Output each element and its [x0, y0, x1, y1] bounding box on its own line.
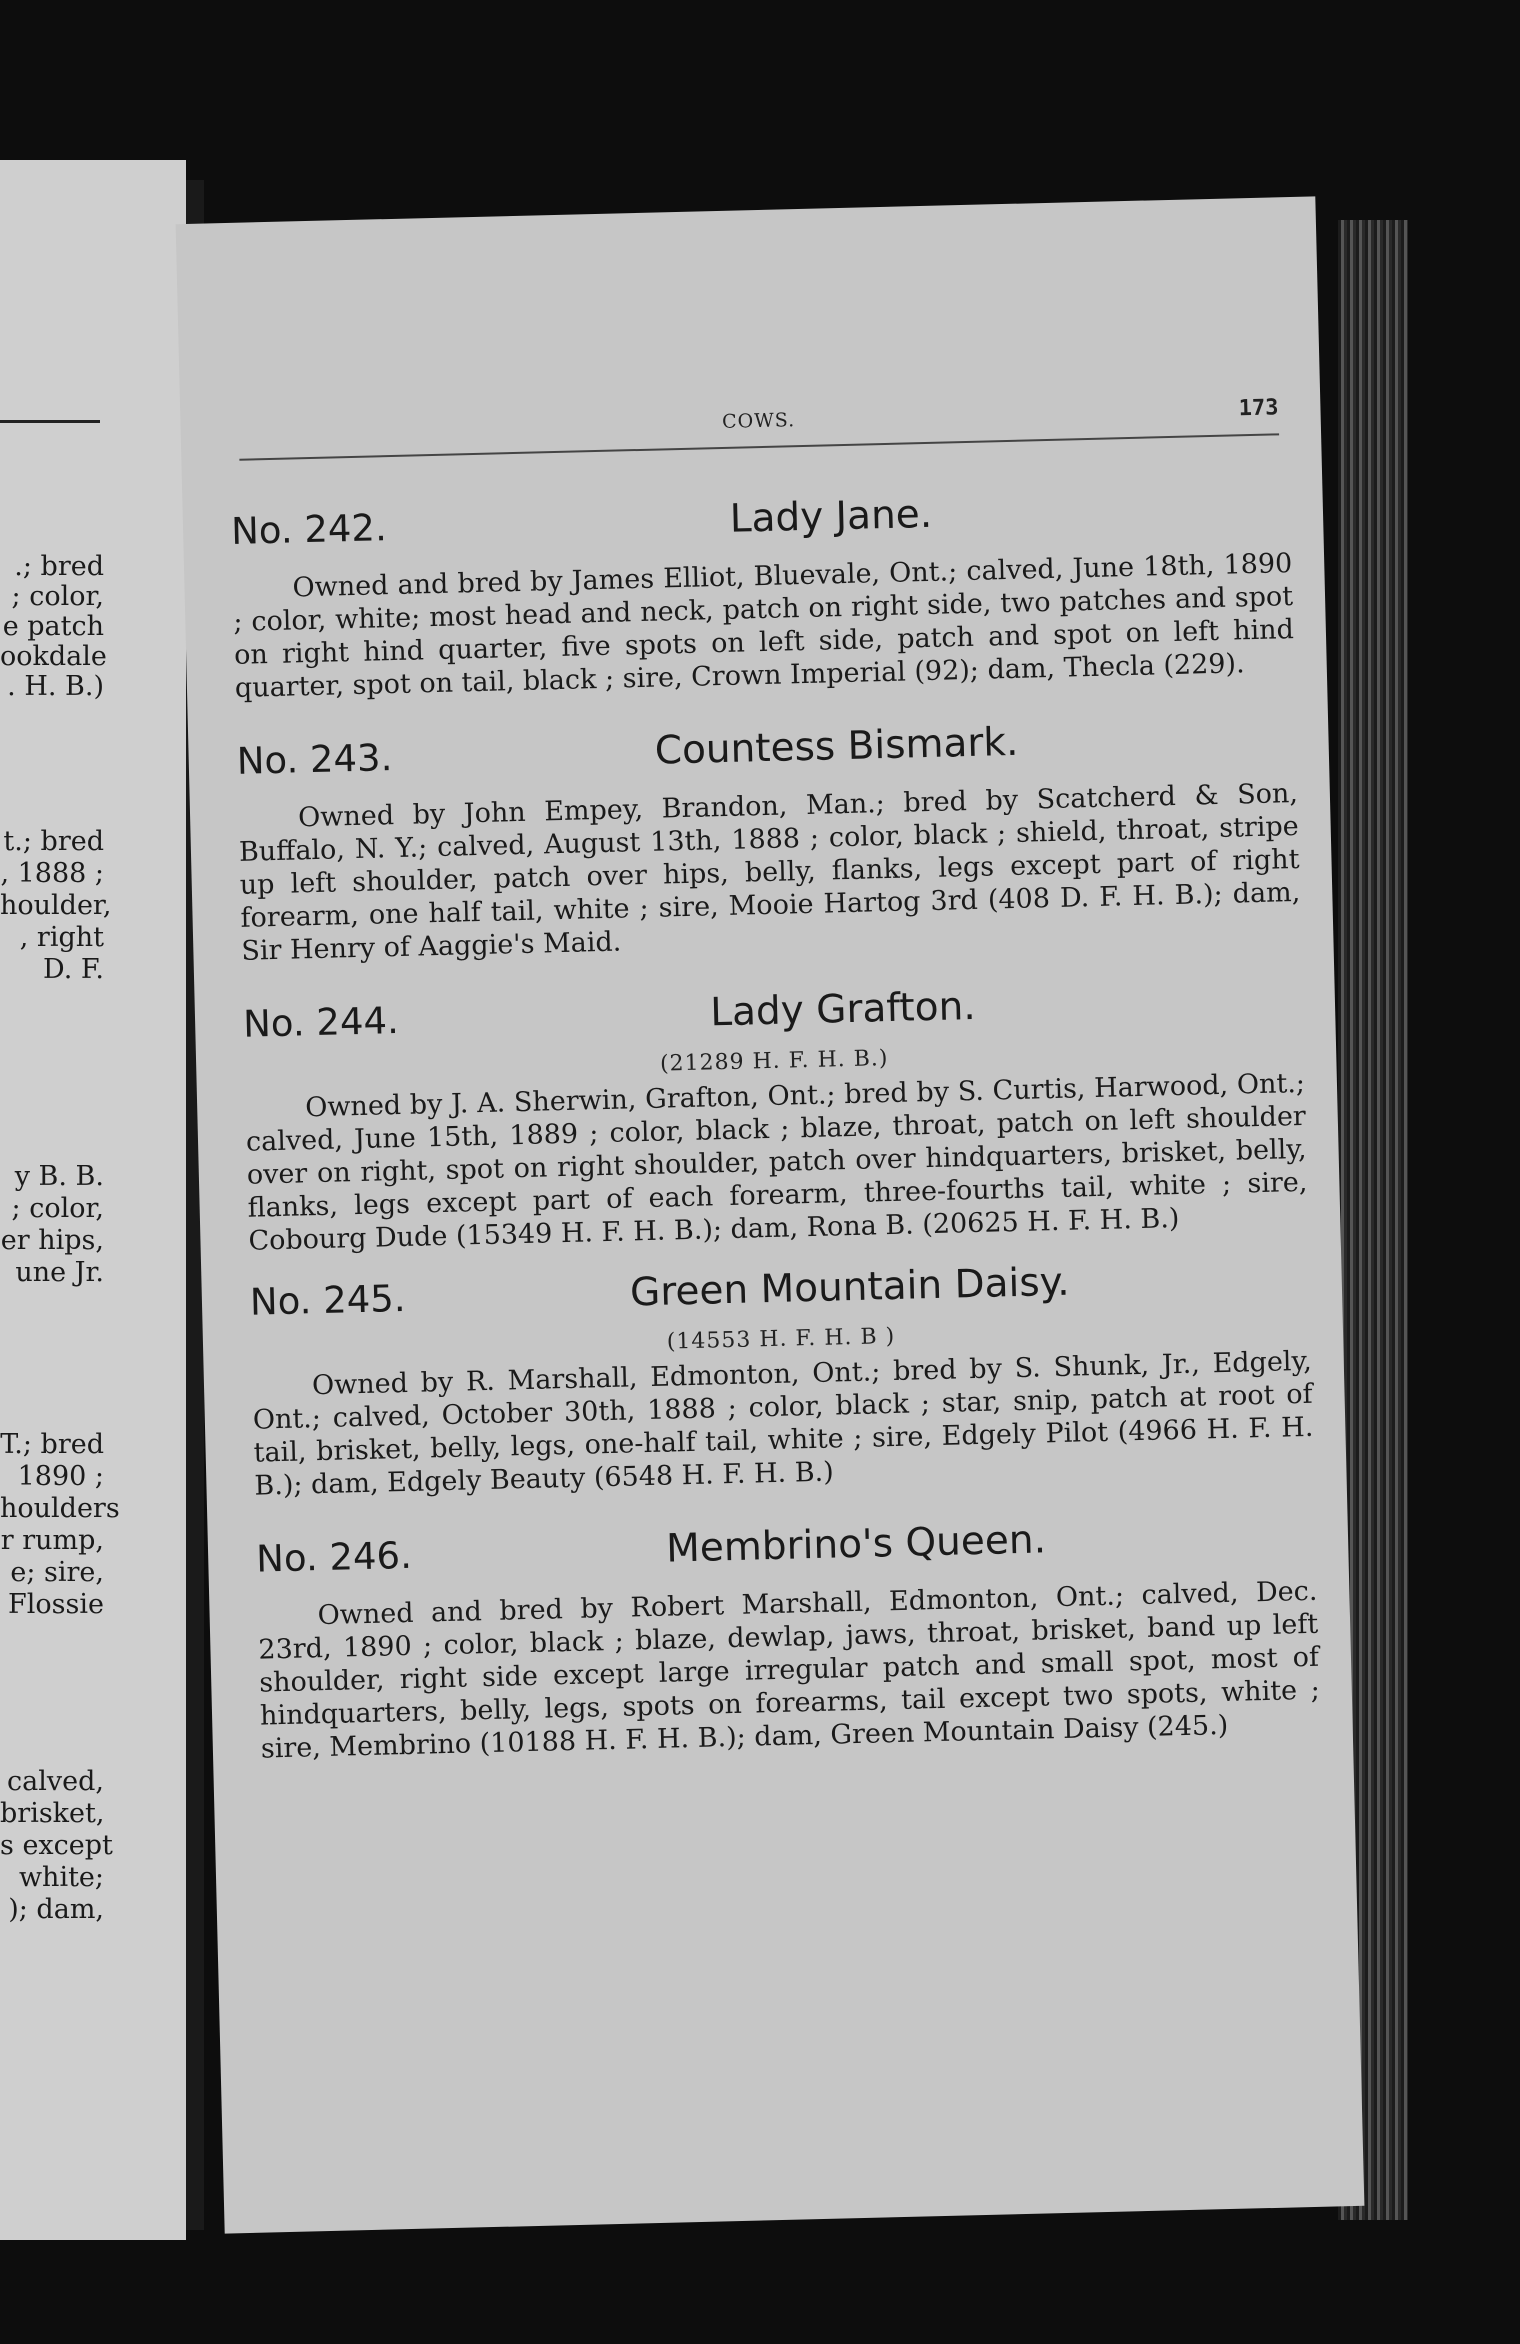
facing-text-line: , 1888 ; — [0, 858, 104, 889]
facing-text-line: .; bred — [14, 551, 104, 582]
facing-text-line: 1890 ; — [17, 1461, 104, 1492]
cow-name: Green Mountain Daisy. — [629, 1259, 1071, 1316]
cow-entry — [231, 483, 1295, 705]
entry-number: No. 243. — [236, 736, 393, 783]
facing-text-line: brisket, — [0, 1798, 105, 1829]
cow-entry — [256, 1511, 1321, 1766]
facing-text-line: houlder, — [0, 890, 112, 921]
book-page — [176, 196, 1365, 2233]
facing-text-line: une Jr. — [15, 1257, 104, 1288]
facing-text-line: D. F. — [43, 954, 104, 985]
facing-text-line: ); dam, — [8, 1894, 104, 1925]
facing-text-line: , right — [19, 922, 104, 953]
page-content — [224, 197, 1321, 1765]
cow-name: Lady Grafton. — [709, 983, 977, 1036]
facing-text-line: t.; bred — [3, 826, 104, 857]
facing-text-line: T.; bred — [0, 1429, 104, 1460]
entry-number: No. 242. — [230, 506, 388, 553]
cow-name: Membrino's Queen. — [665, 1517, 1047, 1572]
facing-text-line: ookdale — [0, 641, 107, 672]
facing-text-line: ; color, — [11, 581, 104, 612]
facing-text-line: houlders — [0, 1493, 120, 1524]
cow-entry — [236, 713, 1301, 968]
entry-number: No. 244. — [242, 999, 400, 1046]
entry-description: Owned and bred by James Elliot, Bluevale, Ont.; calved, June 18th, 1890 ; color, white; most head and neck, patch on right side, two patches and spot on right hind quarter, five spots on left side, patch and spot on left hind quarter, spot on tail, black ; sire, Crown Imperial (92); dam, Thecla (229). — [232, 548, 1295, 704]
facing-text-line: s except — [0, 1830, 113, 1861]
facing-text-line: . H. B.) — [7, 671, 104, 702]
facing-text-line: y B. B. — [14, 1161, 104, 1192]
facing-text-line: calved, — [7, 1766, 104, 1797]
entry-description: Owned by John Empey, Brandon, Man.; bred by Scatcherd & Son, Buffalo, N. Y.; calved, August 13th, 1888 ; color, black ; shield, throat, stripe up left shoulder, patch over hips, belly, flanks, legs except part of right forearm, one half tail, white ; sire, Mooie Hartog 3rd (408 D. F. H. B.); dam, Sir Henry of Aaggie's Maid. — [238, 777, 1301, 967]
herd-book-registration: (21289 H. F. H. B.) — [659, 1046, 889, 1077]
cow-entry — [249, 1254, 1314, 1503]
cow-name: Countess Bismark. — [654, 719, 1019, 774]
cow-entry — [243, 976, 1309, 1258]
entry-description: Owned and bred by Robert Marshall, Edmonton, Ont.; calved, Dec. 23rd, 1890 ; color, black ; blaze, dewlap, jaws, throat, brisket, band up left shoulder, right side except large irregular patch and small spot, most of hindquarters, belly, legs, spots on forearms, tail except two spots, white ; sire, Membrino (10188 H. F. H. B.); dam, Green Mountain Daisy (245.) — [258, 1575, 1321, 1765]
running-header — [228, 377, 1290, 483]
facing-text-line: r rump, — [0, 1525, 104, 1556]
facing-text-line: white; — [18, 1862, 104, 1893]
entry-description: Owned by R. Marshall, Edmonton, Ont.; bred by S. Shunk, Jr., Edgely, Ont.; calved, October 30th, 1888 ; color, black ; star, snip, patch at root of tail, brisket, belly, legs, one-half tail, white ; sire, Edgely Pilot (4966 H. F. H. B.); dam, Edgely Beauty (6548 H. F. H. B.) — [252, 1345, 1314, 1502]
entry-description: Owned by J. A. Sherwin, Grafton, Ont.; bred by S. Curtis, Harwood, Ont.; calved, June 15th, 1889 ; color, black ; blaze, throat, patch on left shoulder over on right, spot on right shoulder, patch over hindquarters, brisket, belly, flanks, legs except part of each forearm, three-fourths tail, white ; sire, Cobourg Dude (15349 H. F. H. B.); dam, Rona B. (20625 H. F. H. B.) — [245, 1067, 1308, 1257]
facing-text-line: e patch — [2, 611, 104, 642]
entry-number: No. 246. — [255, 1533, 413, 1581]
page-number: 173 — [1238, 395, 1279, 422]
facing-text-line: ; color, — [11, 1193, 104, 1224]
facing-text-line: Flossie — [8, 1589, 104, 1620]
herd-book-registration: (14553 H. F. H. B ) — [666, 1323, 896, 1355]
facing-text-line: e; sire, — [10, 1557, 104, 1588]
facing-page-fragment — [0, 160, 186, 2240]
cow-name: Lady Jane. — [729, 491, 933, 542]
entry-number: No. 245. — [249, 1276, 407, 1324]
facing-text-line: er hips, — [0, 1225, 104, 1256]
running-header-title: COWS. — [721, 409, 796, 433]
facing-page-rule — [0, 420, 100, 423]
